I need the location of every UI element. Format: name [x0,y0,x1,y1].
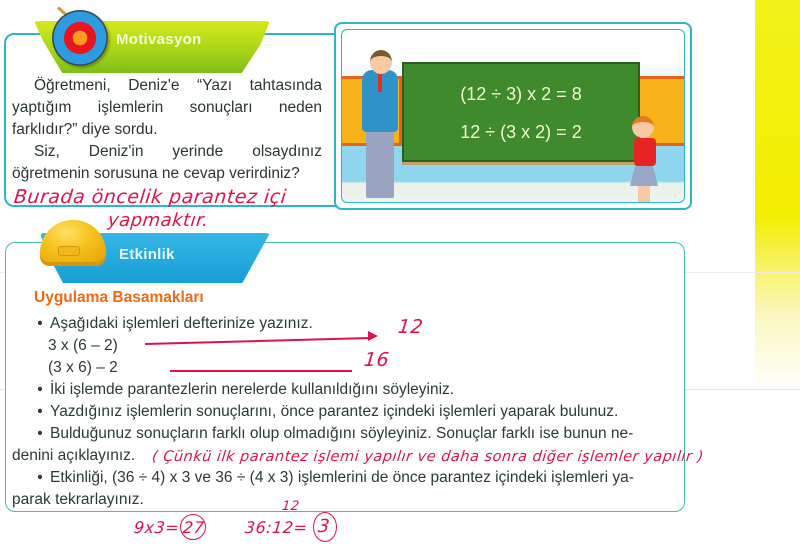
target-icon [52,10,108,66]
teacher-tie [378,74,382,92]
classroom-scene [341,29,685,203]
teacher-head [370,50,392,74]
classroom-illustration [334,22,692,210]
step-1: • Aşağıdaki işlemleri defterinize yazınız. [12,313,684,335]
expression-2: (3 x 6) – 2 [48,359,118,376]
motivation-paragraph-1: Öğretmeni, Deniz'e “Yazı tahtasında yaptığım işlemlerin sonuçları neden farklıdır?” diye sordu. [12,77,322,138]
blackboard-equation-1: (12 ÷ 3) x 2 = 8 [460,84,582,104]
step-5-line-1: • Etkinliği, (36 ÷ 4) x 3 ve 36 ÷ (4 x 3) işlemlerini de önce parantez içindeki işlemleri ya- [12,467,684,489]
student-figure [634,138,656,166]
activity-heading: Uygulama Basamakları [34,289,204,306]
handwritten-result-2: 16 [362,349,391,371]
step-2: • İki işlemde parantezlerin nerelerde kullanıldığını söyleyiniz. [12,379,684,401]
blackboard [402,62,640,162]
activity-title: Etkinlik [119,246,175,263]
bullet-icon: • [37,425,43,442]
activity-content [12,313,684,511]
handwritten-calc-1: 9x3= [133,518,181,537]
handwritten-note-12: 12 [281,499,301,514]
bullet-icon: • [37,315,43,332]
expression-1: 3 x (6 – 2) [48,337,118,354]
student-figure [630,164,658,186]
student-head [632,116,654,138]
handwritten-result-1: 12 [396,316,425,338]
teacher-figure [366,130,394,198]
handwritten-answer-line-1: Burada öncelik parantez içi [12,186,288,208]
step-4-line-2: denini açıklayınız. [12,447,136,464]
step-3: • Yazdığınız işlemlerin sonuçlarını, önce parantez içindeki işlemleri yaparak bulunuz. [12,401,684,423]
step-4-line-1: • Bulduğunuz sonuçların farklı olup olmadığını söyleyiniz. Sonuçlar farklı ise bunun ne- [12,423,684,445]
motivation-paragraph-2: Siz, Deniz'in yerinde olsaydınız öğretmenin sorusuna ne cevap verirdiniz? [12,143,322,182]
bullet-icon: • [37,469,43,486]
handwritten-calc-1-result: 27 [182,518,206,537]
motivation-text [12,75,322,185]
student-figure [638,184,650,203]
step-5-line-2: parak tekrarlayınız. [12,491,144,508]
page-edge-highlight [755,0,800,390]
handwritten-arrow [170,370,352,372]
handwritten-answer-line-2: yapmaktır. [106,210,210,231]
bullet-icon: • [37,403,43,420]
bullet-icon: • [37,381,43,398]
handwritten-explanation: ( Çünkü ilk parantez işlemi yapılır ve daha sonra diğer işlemler yapılır ) [151,449,705,465]
motivation-title: Motivasyon [116,31,202,48]
blackboard-equation-2: 12 ÷ (3 x 2) = 2 [460,122,582,142]
helmet-visor [58,246,80,256]
handwritten-calc-2-result: 3 [316,516,332,537]
handwritten-calc-2: 36:12= [244,518,309,537]
arrow-head-icon [368,331,378,341]
